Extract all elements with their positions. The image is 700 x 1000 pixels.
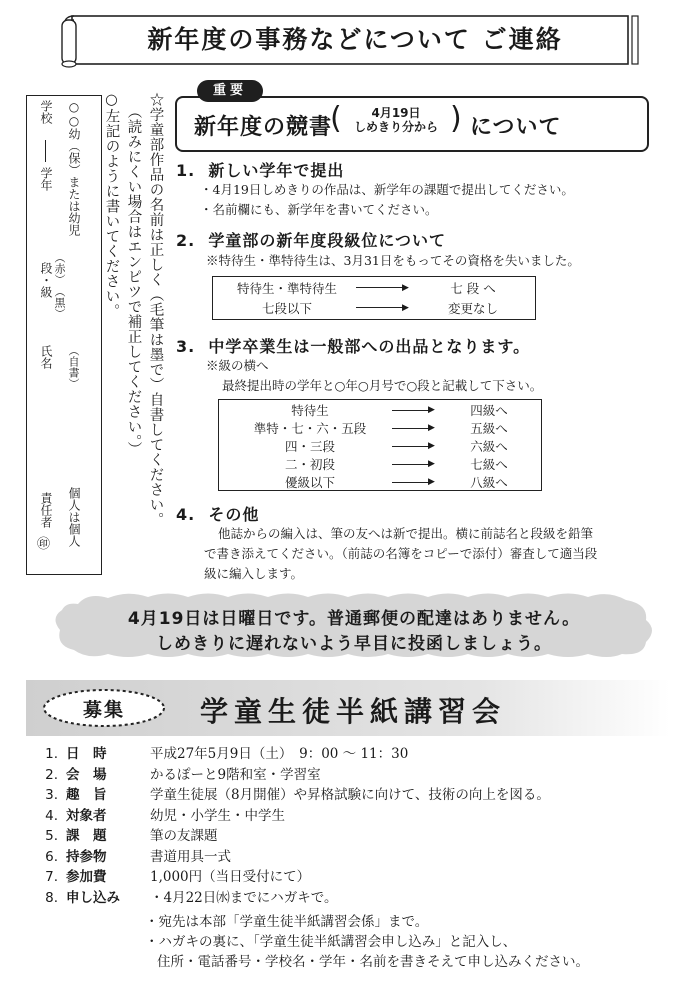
schedule-label: 課 題 — [66, 828, 107, 844]
schedule-value: 幼児・小学生・中学生 — [150, 807, 285, 824]
heading-main: 新年度の競書 — [194, 115, 333, 140]
form-rank-label: 段・級 — [39, 262, 53, 298]
section-3-row-from: 優級以下 — [284, 475, 335, 490]
section-3-row-to: 五級へ — [470, 421, 508, 436]
section-3-row-to: 四級へ — [470, 403, 508, 418]
schedule-num: 2. — [45, 766, 58, 783]
section-3-row-to: 六級へ — [470, 439, 508, 454]
arrow-head-icon: ▶ — [428, 459, 435, 469]
arrow-head-icon: ▶ — [402, 283, 409, 293]
arrow-icon — [392, 428, 432, 429]
section-2-note: ※特待生・準特待生は、3月31日をもってその資格を失いました。 — [206, 253, 580, 268]
schedule-label: 会 場 — [66, 766, 107, 783]
section-3-row-to: 八級へ — [470, 475, 508, 490]
arrow-icon — [392, 464, 432, 465]
schedule-value: 書道用具一式 — [150, 848, 231, 865]
schedule-num: 6. — [45, 848, 58, 865]
form-school-label: 学校 — [39, 100, 53, 124]
arrow-head-icon: ▶ — [428, 477, 435, 487]
recruit-title: 学童生徒半紙講習会 — [200, 695, 507, 728]
schedule-num: 3. — [45, 787, 58, 803]
sunday-notice-line-1: 4月19日は日曜日です。普通郵便の配達はありません。 — [127, 609, 581, 629]
seal-mark: ㊞ — [37, 537, 51, 552]
arrow-icon — [392, 446, 432, 447]
arrow-head-icon: ▶ — [402, 303, 409, 313]
form-black-note: （黒） — [53, 286, 66, 319]
arrow-head-icon: ▶ — [428, 441, 435, 451]
apply-line-1: ・宛先は本部「学童生徒半紙講習会係」まで。 — [145, 914, 429, 930]
sample-name-form — [26, 95, 102, 575]
section-4-line-1: 他誌からの編入は、筆の友へは新で提出。横に前誌名と段級を鉛筆 — [218, 526, 594, 541]
notice-line-2: （読みにくい場合はエンピツで補正してください。） — [125, 104, 142, 457]
schedule-row — [30, 867, 310, 887]
form-red-note: （赤） — [53, 252, 66, 285]
schedule-value: 1,000円（当日受付にて） — [150, 869, 311, 885]
schedule-value: 筆の友課題 — [150, 828, 218, 844]
section-3-instruction: 最終提出時の学年と○年○月号で○段と記載して下さい。 — [222, 378, 543, 393]
schedule-row — [30, 806, 285, 826]
notice-line-3: ○左記のように書いてください。 — [103, 92, 120, 319]
section-4-heading: 4. その他 — [176, 505, 260, 524]
schedule-row — [30, 765, 321, 785]
recruit-badge: 募集 — [82, 699, 125, 721]
section-3-note: ※級の横へ — [206, 358, 269, 373]
section-3-heading: 3. 中学卒業生は一般部への出品となります。 — [176, 337, 531, 356]
schedule-num: 4. — [45, 807, 58, 824]
section-3-row-from: 特待生 — [291, 403, 329, 418]
schedule-label: 対象者 — [66, 807, 107, 824]
form-name-label: 氏名 — [39, 345, 53, 369]
arrow-icon — [392, 482, 432, 483]
heading-paren-close: ) — [450, 101, 462, 136]
important-badge: 重要 — [197, 80, 263, 102]
arrow-icon — [356, 307, 408, 308]
schedule-label: 趣 旨 — [66, 787, 107, 803]
schedule-label: 持参物 — [66, 848, 107, 865]
schedule-label: 参加費 — [66, 869, 107, 885]
arrow-head-icon: ▶ — [428, 405, 435, 415]
schedule-num: 7. — [45, 869, 58, 885]
sunday-notice-line-2: しめきりに遅れないよう早目に投函しましょう。 — [156, 634, 552, 654]
section-4-line-2: で書き添えてください。（前誌の名簿をコピーで添付）審査して適当段 — [204, 546, 598, 561]
schedule-num: 1. — [45, 746, 58, 762]
schedule-row — [30, 826, 218, 846]
schedule-row — [30, 847, 231, 867]
notice-line-1: ☆学童部作品の名前は正しく（毛筆は墨で）自書してください。 — [147, 92, 164, 527]
apply-line-2: ・ハガキの裏に、「学童生徒半紙講習会申し込み」と記入し、 — [145, 934, 517, 950]
section-2-row-1-to: 七 段 へ — [450, 281, 496, 296]
arrow-icon — [356, 287, 408, 288]
heading-paren-date: 4月19日 — [371, 106, 421, 120]
schedule-num: 5. — [45, 828, 58, 844]
form-divider — [45, 140, 46, 162]
form-school-type: ○○幼（保）または幼児 — [67, 100, 81, 236]
schedule-value: ・4月22日㈬までにハガキで。 — [150, 889, 338, 906]
section-3-row-from: 二・初段 — [284, 457, 335, 472]
schedule-row — [30, 744, 408, 764]
form-individual-note: 個人は個人 — [67, 487, 81, 547]
schedule-num: 8. — [45, 889, 58, 906]
schedule-value: 学童生徒展（8月開催）や昇格試験に向けて、技術の向上を図る。 — [150, 787, 550, 803]
section-1-heading: 1. 新しい学年で提出 — [176, 161, 345, 180]
section-4-line-3: 級に編入します。 — [204, 566, 304, 581]
schedule-label: 申し込み — [66, 889, 120, 906]
heading-paren-open: ( — [330, 101, 342, 136]
section-1-line-2: ・名前欄にも、新学年を書いてください。 — [200, 202, 438, 217]
arrow-head-icon: ▶ — [428, 423, 435, 433]
section-3-row-from: 準特・七・六・五段 — [253, 421, 367, 436]
heading-tail: について — [470, 115, 562, 140]
section-3-row-to: 七級へ — [470, 457, 508, 472]
heading-paren-text — [342, 106, 450, 134]
form-self-note: （自書） — [67, 345, 80, 389]
section-2-heading: 2. 学童部の新年度段級位について — [176, 231, 447, 250]
form-grade-label: 学年 — [39, 167, 53, 191]
page-title: 新年度の事務などについて ご連絡 — [147, 25, 563, 54]
schedule-value: 平成27年5月9日（土） 9：00 ～ 11：30 — [150, 746, 409, 762]
section-2-row-2-to: 変更なし — [447, 301, 498, 316]
form-responsible-label: 責任者 — [39, 492, 53, 528]
apply-line-3: 住所・電話番号・学校名・学年・名前を書きそえて申し込みください。 — [157, 954, 589, 970]
schedule-label: 日 時 — [66, 746, 107, 762]
heading-paren-deadline: しめきり分から — [353, 120, 438, 134]
arrow-icon — [392, 410, 432, 411]
schedule-value: かるぽーと9階和室・学習室 — [150, 766, 321, 783]
schedule-row — [30, 888, 338, 908]
section-2-row-1-from: 特待生・準特待生 — [236, 281, 337, 296]
section-1-line-1: ・4月19日しめきりの作品は、新学年の課題で提出してください。 — [200, 182, 574, 197]
schedule-row — [30, 785, 550, 805]
section-2-row-2-from: 七段以下 — [261, 301, 312, 316]
section-3-row-from: 四・三段 — [284, 439, 335, 454]
